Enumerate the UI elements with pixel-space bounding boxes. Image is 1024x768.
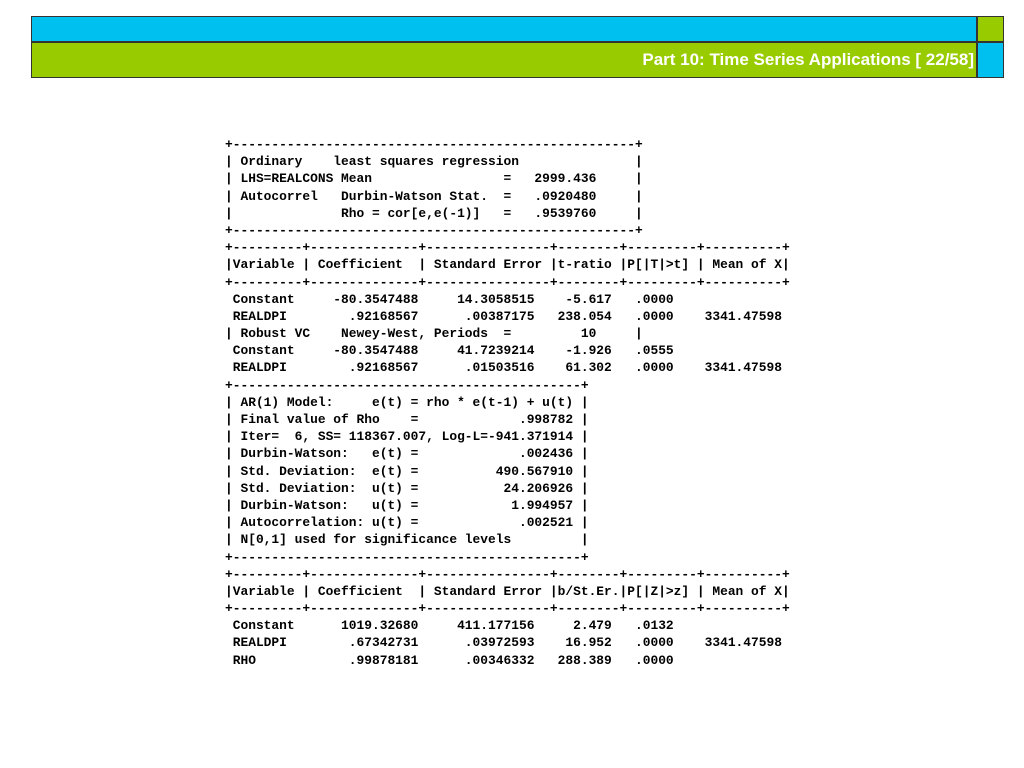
output-line: | Final value of Rho = .998782 | — [225, 412, 589, 427]
regression-output — [225, 136, 790, 669]
output-line: | Autocorrel Durbin-Watson Stat. = .0920480 | — [225, 188, 643, 204]
output-line: | Iter= 6, SS= 118367.007, Log-L=-941.371914 | — [225, 429, 589, 445]
output-line: | Durbin-Watson: u(t) = 1.994957 | — [225, 497, 589, 513]
output-line: +----------------------------------------------------+ — [225, 222, 643, 238]
output-line: |Variable | Coefficient | Standard Error |b/St.Er.|P[|Z|>z] | Mean of X| — [225, 583, 790, 599]
output-line: +---------------------------------------------+ — [225, 377, 589, 393]
output-line: Constant -80.3547488 14.3058515 -5.617 .0000 — [225, 291, 674, 307]
header-corner-top — [977, 16, 1004, 42]
output-line: | Ordinary least squares regression | — [225, 154, 643, 170]
output-line: +---------------------------------------------+ — [225, 549, 589, 565]
output-line: +---------+--------------+----------------+--------+---------+----------+ — [225, 566, 790, 582]
output-line: REALDPI .92168567 .01503516 61.302 .0000 3341.47598 — [225, 360, 782, 376]
output-line: | Std. Deviation: u(t) = 24.206926 | — [225, 480, 589, 496]
output-line: REALDPI .67342731 .03972593 16.952 .0000 3341.47598 — [225, 635, 782, 651]
output-line: | Std. Deviation: e(t) = 490.567910 | — [225, 463, 589, 479]
output-line: | Robust VC Newey-West, Periods = 10 | — [225, 326, 643, 342]
output-line: RHO .99878181 .00346332 288.389 .0000 — [225, 652, 674, 668]
output-line: | Durbin-Watson: e(t) = .002436 | — [225, 446, 589, 462]
output-line: +----------------------------------------------------+ — [225, 137, 643, 152]
output-line: REALDPI .92168567 .00387175 238.054 .0000 3341.47598 — [225, 308, 782, 324]
header-corner-bottom — [977, 42, 1004, 78]
output-line: +---------+--------------+----------------+--------+---------+----------+ — [225, 274, 790, 290]
output-line: +---------+--------------+----------------+--------+---------+----------+ — [225, 240, 790, 256]
output-line: |Variable | Coefficient | Standard Error |t-ratio |P[|T|>t] | Mean of X| — [225, 257, 790, 273]
output-line: | Rho = cor[e,e(-1)] = .9539760 | — [225, 205, 643, 221]
slide-title: Part 10: Time Series Applications [ 22/58] — [642, 50, 974, 69]
output-line: | AR(1) Model: e(t) = rho * e(t-1) + u(t) | — [225, 394, 589, 410]
output-line: Constant -80.3547488 41.7239214 -1.926 .0555 — [225, 343, 674, 359]
output-line: Constant 1019.32680 411.177156 2.479 .0132 — [225, 618, 674, 634]
output-line: | N[0,1] used for significance levels | — [225, 532, 589, 548]
header-bar-top — [31, 16, 977, 42]
output-line: +---------+--------------+----------------+--------+---------+----------+ — [225, 601, 790, 617]
output-line: | Autocorrelation: u(t) = .002521 | — [225, 515, 589, 531]
output-line: | LHS=REALCONS Mean = 2999.436 | — [225, 171, 643, 187]
